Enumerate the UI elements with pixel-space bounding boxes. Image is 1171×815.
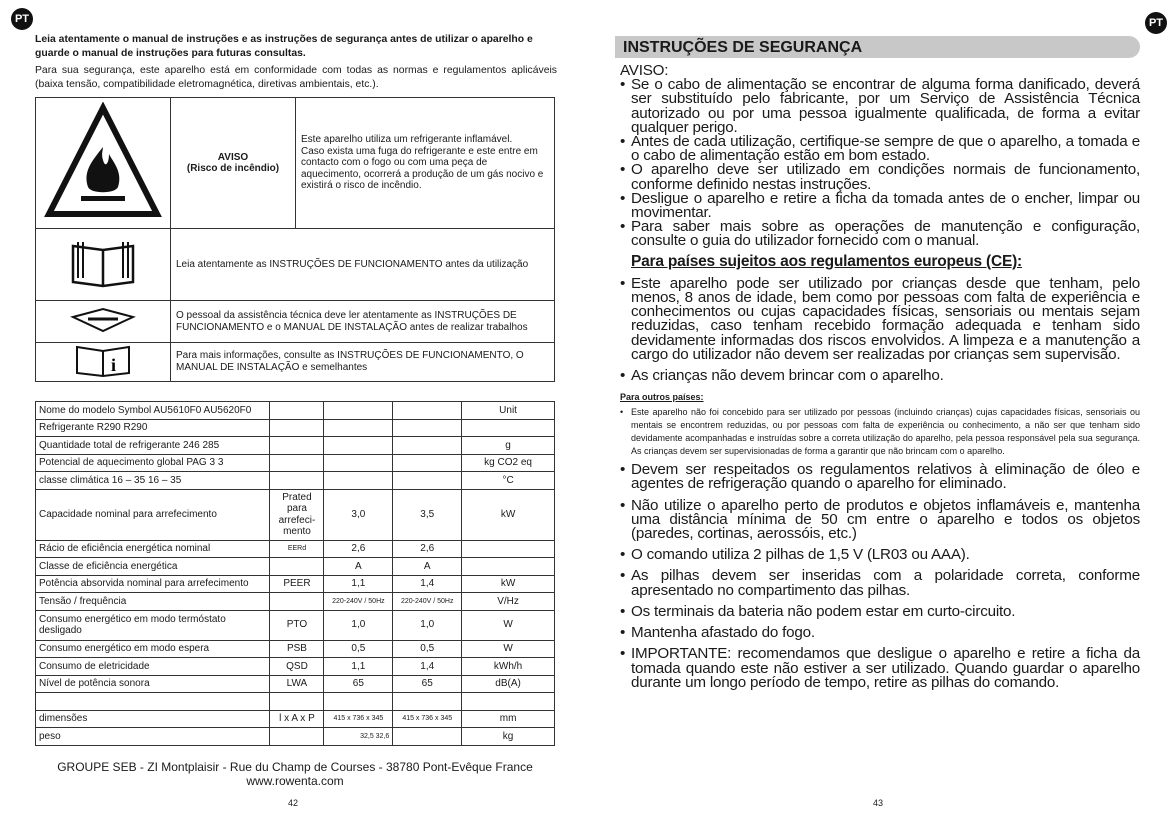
table-cell: Prated para arrefeci-mento	[270, 489, 324, 540]
table-cell: Nível de potência sonora	[36, 675, 270, 693]
eu-heading: Para países sujeitos aos regulamentos europeus (CE):	[631, 252, 1023, 270]
table-cell: 0,5	[393, 640, 462, 658]
table-row	[36, 675, 555, 693]
table-cell: 415 x 736 x 345	[393, 710, 462, 728]
table-cell: Quantidade total de refrigerante 246 285	[36, 437, 270, 455]
table-cell: Consumo de eletricidade	[36, 658, 270, 676]
table-cell: PEER	[270, 575, 324, 593]
table-cell: 1,0	[393, 610, 462, 640]
table-cell	[324, 472, 393, 490]
flammable-warning-icon	[36, 98, 171, 229]
table-cell: W	[462, 610, 555, 640]
table-row	[36, 540, 555, 558]
table-cell: 65	[324, 675, 393, 693]
safety-instructions	[620, 64, 1140, 690]
bullet-item: • Este aparelho não foi concebido para ser utilizado por pessoas (incluindo crianças) cujas capacidades físicas, sensoriais ou mentais se encontrem reduzidas, ou por pessoas com falta de experiência ou conhecimento, a não ser que tenham sido devidamente acompanhadas e instruídas sobre a correta utilização do aparelho, pela pessoa responsável pela sua segurança. As crianças devem ser supervisionadas de forma a garantir que não brincam com o aparelho.	[620, 406, 1140, 458]
table-row	[36, 640, 555, 658]
table-cell: 32,5 32,6	[324, 728, 393, 746]
table-cell: 3,0	[324, 489, 393, 540]
table-cell: dimensões	[36, 710, 270, 728]
table-cell	[393, 693, 462, 711]
table-cell: Classe de eficiência energética	[36, 558, 270, 576]
table-cell: LWA	[270, 675, 324, 693]
table-row	[36, 610, 555, 640]
intro-bold: Leia atentamente o manual de instruções e as instruções de segurança antes de utilizar o aparelho e guarde o manual de instruções para futuras consultas.	[35, 34, 533, 59]
table-row	[36, 454, 555, 472]
table-cell: PTO	[270, 610, 324, 640]
table-cell	[270, 472, 324, 490]
table-row	[36, 693, 555, 711]
table-cell: dB(A)	[462, 675, 555, 693]
table-cell: °C	[462, 472, 555, 490]
bullet-item: • O aparelho deve ser utilizado em condições normais de funcionamento, conforme definido nestas instruções.	[620, 163, 1140, 191]
table-cell: 220-240V / 50Hz	[324, 593, 393, 611]
table-row	[36, 402, 555, 420]
table-row	[36, 658, 555, 676]
table-cell: A	[324, 558, 393, 576]
table-cell: 1,1	[324, 658, 393, 676]
table-cell: 415 x 736 x 345	[324, 710, 393, 728]
table-row	[36, 593, 555, 611]
table-cell	[324, 419, 393, 437]
bullet-item: • As crianças não devem brincar com o aparelho.	[620, 369, 1140, 383]
table-cell: V/Hz	[462, 593, 555, 611]
information-manual-icon	[36, 343, 171, 382]
table-row	[36, 437, 555, 455]
table-cell: EERd	[270, 540, 324, 558]
table-cell	[270, 437, 324, 455]
bullet-item: • Para saber mais sobre as operações de manutenção e configuração, consulte o guia do utilizador fornecido com o manual.	[620, 220, 1140, 248]
service-manual-icon	[36, 301, 171, 343]
table-cell: 2,6	[324, 540, 393, 558]
language-badge: PT	[11, 8, 33, 30]
bullet-item: • IMPORTANTE: recomendamos que desligue o aparelho e retire a ficha da tomada quando este não estiver a ser utilizado. Quando guardar o aparelho durante um longo período de tempo, retire as pilhas do comando.	[620, 647, 1140, 690]
table-cell: mm	[462, 710, 555, 728]
table-cell	[324, 402, 393, 420]
bullet-item: • Os terminais da bateria não podem estar em curto-circuito.	[620, 605, 1140, 619]
table-row	[36, 419, 555, 437]
table-row	[36, 728, 555, 746]
table-cell: Refrigerante R290 R290	[36, 419, 270, 437]
table-cell: Potencial de aquecimento global PAG 3 3	[36, 454, 270, 472]
company-address	[35, 760, 555, 788]
table-cell: Capacidade nominal para arrefecimento	[36, 489, 270, 540]
table-cell	[462, 558, 555, 576]
bullet-item: • Não utilize o aparelho perto de produtos e objetos inflamáveis e, mantenha uma distância mínima de 50 cm entre o aparelho e todos os objetos (paredes, cortinas, aerossóis, etc.)	[620, 499, 1140, 542]
table-cell	[270, 693, 324, 711]
table-cell: Tensão / frequência	[36, 593, 270, 611]
spec-table	[35, 401, 555, 746]
table-cell: 220-240V / 50Hz	[393, 593, 462, 611]
table-cell: A	[393, 558, 462, 576]
symbol-text: O pessoal da assistência técnica deve ler atentamente as INSTRUÇÕES DE FUNCIONAMENTO e o MANUAL DE INSTALAÇÃO antes de realizar trabalhos	[171, 301, 555, 343]
table-cell: 1,1	[324, 575, 393, 593]
table-cell	[36, 693, 270, 711]
table-cell	[462, 540, 555, 558]
table-cell: kWh/h	[462, 658, 555, 676]
table-cell: 1,4	[393, 575, 462, 593]
svg-text:i: i	[111, 355, 117, 375]
table-cell: 3,5	[393, 489, 462, 540]
table-cell: Rácio de eficiência energética nominal	[36, 540, 270, 558]
table-cell: Unit	[462, 402, 555, 420]
other-countries-heading: Para outros países:	[620, 392, 704, 403]
intro-paragraph: Para sua segurança, este aparelho está em conformidade com todas as normas e regulamentos aplicáveis (baixa tensão, compatibilidade eletromagnética, diretivas ambientais, etc.).	[35, 65, 557, 90]
table-cell: kg CO2 eq	[462, 454, 555, 472]
table-cell: 65	[393, 675, 462, 693]
page-number: 42	[288, 798, 299, 808]
table-cell	[270, 402, 324, 420]
bullet-item: • Devem ser respeitados os regulamentos relativos à eliminação de óleo e agentes de refrigeração quando o aparelho for eliminado.	[620, 463, 1140, 491]
table-cell: 1,4	[393, 658, 462, 676]
table-row	[36, 472, 555, 490]
section-title: INSTRUÇÕES DE SEGURANÇA	[615, 36, 1140, 58]
table-cell	[393, 454, 462, 472]
table-cell	[393, 728, 462, 746]
warning-text: Este aparelho utiliza um refrigerante inflamável. Caso exista uma fuga do refrigerante e este entre em contacto com o fogo ou com uma peça de aquecimento, ocorrerá a produção de um gás nocivo e existirá o risco de incêndio.	[296, 98, 555, 229]
table-cell: kW	[462, 575, 555, 593]
table-cell	[324, 454, 393, 472]
table-row	[36, 558, 555, 576]
table-cell: Potência absorvida nominal para arrefecimento	[36, 575, 270, 593]
table-cell	[393, 419, 462, 437]
table-cell: kg	[462, 728, 555, 746]
table-cell: peso	[36, 728, 270, 746]
table-cell: Consumo energético em modo espera	[36, 640, 270, 658]
bullet-item: • Se o cabo de alimentação se encontrar de alguma forma danificado, deverá ser substituído pelo fabricante, por um Serviço de Assistência Técnica autorizado ou por uma pessoa igualmente qualificada, de forma a evitar qualquer perigo.	[620, 78, 1140, 135]
page-number: 43	[873, 798, 884, 808]
table-cell	[324, 693, 393, 711]
table-row	[36, 489, 555, 540]
address: GROUPE SEB - ZI Montplaisir - Rue du Champ de Courses - 38780 Pont-Evêque France	[57, 760, 533, 774]
symbol-text: Para mais informações, consulte as INSTRUÇÕES DE FUNCIONAMENTO, O MANUAL DE INSTALAÇÃO e semelhantes	[171, 343, 555, 382]
table-cell	[462, 693, 555, 711]
warning-title: AVISO	[217, 151, 249, 163]
website-link[interactable]: www.rowenta.com	[246, 774, 344, 788]
table-cell: 1,0	[324, 610, 393, 640]
bullet-item: • O comando utiliza 2 pilhas de 1,5 V (LR03 ou AAA).	[620, 548, 1140, 562]
table-cell	[270, 419, 324, 437]
symbols-table	[35, 97, 555, 382]
table-cell	[270, 454, 324, 472]
table-cell: PSB	[270, 640, 324, 658]
table-row	[36, 710, 555, 728]
table-cell	[324, 437, 393, 455]
table-row	[36, 575, 555, 593]
table-cell: Consumo energético em modo termóstato desligado	[36, 610, 270, 640]
table-cell	[393, 472, 462, 490]
table-cell: Nome do modelo Symbol AU5610F0 AU5620F0	[36, 402, 270, 420]
table-cell: 0,5	[324, 640, 393, 658]
warning-subtitle: (Risco de incêndio)	[186, 163, 280, 174]
bullet-item: • Mantenha afastado do fogo.	[620, 626, 1140, 640]
symbol-text: Leia atentamente as INSTRUÇÕES DE FUNCIONAMENTO antes da utilização	[171, 229, 555, 301]
table-cell	[393, 437, 462, 455]
table-cell: g	[462, 437, 555, 455]
table-cell: l x A x P	[270, 710, 324, 728]
table-cell	[270, 728, 324, 746]
warning-label: AVISO:	[620, 62, 669, 79]
table-cell: 2,6	[393, 540, 462, 558]
table-cell: QSD	[270, 658, 324, 676]
table-cell	[270, 558, 324, 576]
table-cell	[393, 402, 462, 420]
bullet-item: • Antes de cada utilização, certifique-se sempre de que o aparelho, a tomada e o cabo de alimentação estão em bom estado.	[620, 135, 1140, 163]
table-cell: classe climática 16 – 35 16 – 35	[36, 472, 270, 490]
bullet-item: • Este aparelho pode ser utilizado por crianças desde que tenham, pelo menos, 8 anos de idade, bem como por pessoas com falta de experiência e conhecimentos ou cujas capacidades físicas, sensoriais ou mentais sejam reduzidas, caso tenham recebido formação adequada e tenham sido devidamente informadas dos riscos envolvidos. A limpeza e a manutenção a cargo do utilizador não devem ser realizadas por crianças sem supervisão.	[620, 277, 1140, 362]
bullet-item: • Desligue o aparelho e retire a ficha da tomada antes de o encher, limpar ou movimentar.	[620, 192, 1140, 220]
table-cell	[270, 593, 324, 611]
operating-manual-icon	[36, 229, 171, 301]
language-badge: PT	[1145, 12, 1167, 34]
table-cell: kW	[462, 489, 555, 540]
table-cell: W	[462, 640, 555, 658]
bullet-item: • As pilhas devem ser inseridas com a polaridade correta, conforme apresentado no compartimento das pilhas.	[620, 569, 1140, 597]
table-cell	[462, 419, 555, 437]
